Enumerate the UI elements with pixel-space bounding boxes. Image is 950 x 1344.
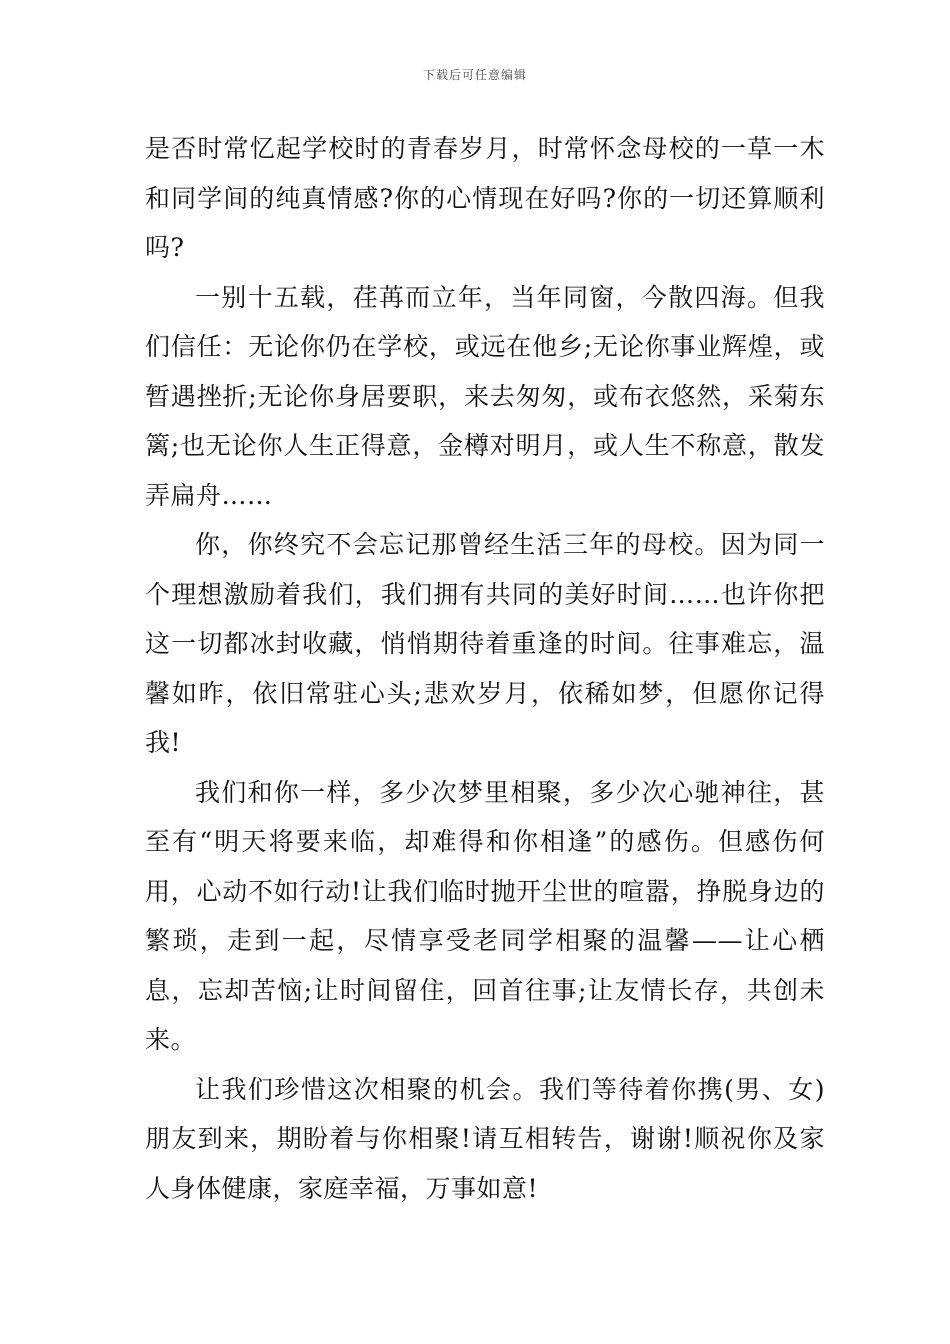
paragraph-2: 一别十五载，荏苒而立年，当年同窗，今散四海。但我们信任：无论你仍在学校，或远在他乡;无论你事业辉煌，或暂遇挫折;无论你身居要职，来去匆匆，或布衣悠然，采菊东篱;也无论你人生正得意，金樽对明月，或人生不称意，散发弄扁舟…… [145, 282, 825, 510]
document-body [145, 124, 825, 1213]
paragraph-1: 是否时常忆起学校时的青春岁月，时常怀念母校的一草一木和同学间的纯真情感?你的心情现在好吗?你的一切还算顺利吗? [145, 134, 825, 262]
paragraph-3: 你，你终究不会忘记那曾经生活三年的母校。因为同一个理想激励着我们，我们拥有共同的美好时间……也许你把这一切都冰封收藏，悄悄期待着重逢的时间。往事难忘，温馨如昨，依旧常驻心头;悲欢岁月，依稀如梦，但愿你记得我! [145, 530, 825, 757]
header-note: 下载后可任意编辑 [422, 68, 527, 82]
paragraph-4: 我们和你一样，多少次梦里相聚，多少次心驰神往，甚至有“明天将要来临，却难得和你相逢”的感伤。但感伤何用，心动不如行动!让我们临时抛开尘世的喧嚣，挣脱身边的繁琐，走到一起，尽情享受老同学相聚的温馨——让心栖息，忘却苦恼;让时间留住，回首往事;让友情长存，共创未来。 [145, 777, 825, 1054]
paragraph-5: 让我们珍惜这次相聚的机会。我们等待着你携(男、女)朋友到来，期盼着与你相聚!请互相转告，谢谢!顺祝你及家人身体健康，家庭幸福，万事如意! [145, 1074, 825, 1203]
